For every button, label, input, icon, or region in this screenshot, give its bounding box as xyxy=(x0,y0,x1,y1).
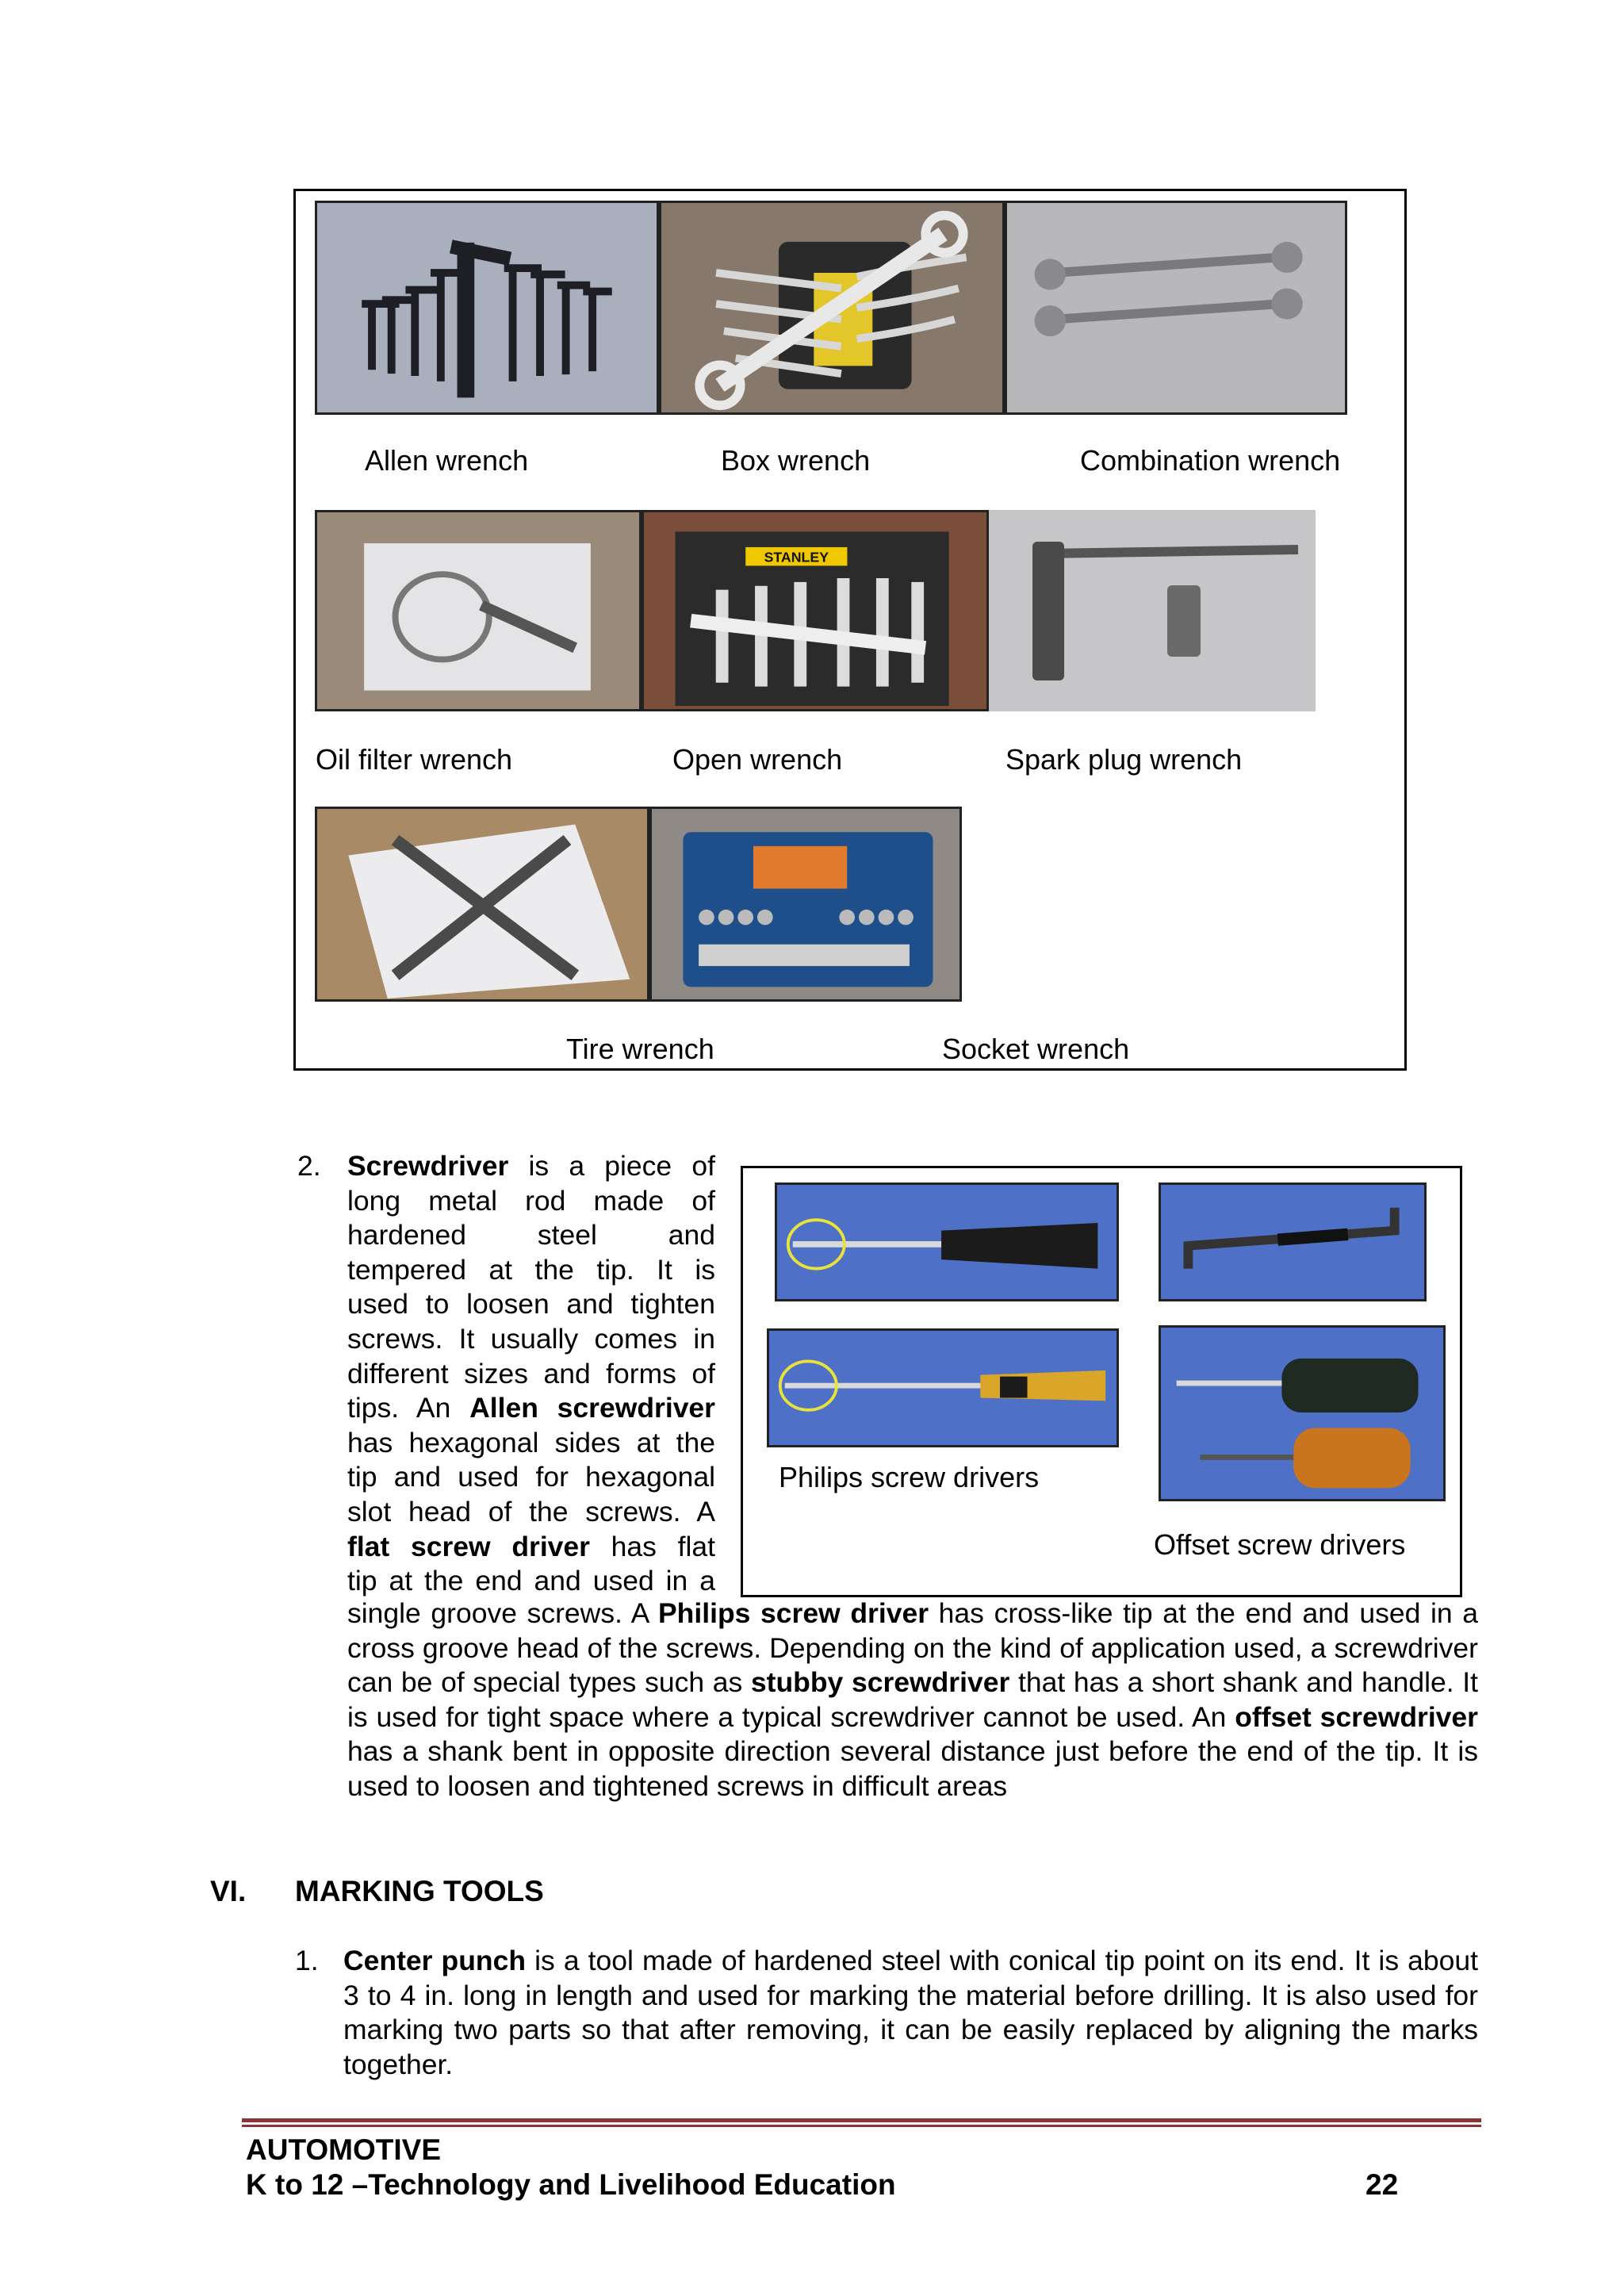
allen-wrench-photo xyxy=(315,201,659,415)
philips-screwdriver-photo-2 xyxy=(767,1328,1119,1447)
open-wrench-photo xyxy=(642,510,989,711)
text-line xyxy=(347,1530,715,1565)
caption-open-wrench: Open wrench xyxy=(672,743,843,776)
offset-screwdriver-photo-2 xyxy=(1159,1325,1446,1501)
caption-spark-plug-wrench: Spark plug wrench xyxy=(1005,743,1243,776)
text-span: that has a short shank and handle. It is used for tight space where a typical screwdriver cannot be used. An xyxy=(347,1666,1478,1733)
footer-course: K to 12 –Technology and Livelihood Education xyxy=(246,2168,896,2201)
text-span: has flat xyxy=(589,1530,715,1562)
section-numeral: VI. xyxy=(210,1875,247,1907)
caption-oil-filter-wrench: Oil filter wrench xyxy=(316,743,513,776)
text-line: tip at the end and used in a xyxy=(347,1565,715,1597)
term-offset-screwdriver: offset screwdriver xyxy=(1235,1700,1478,1733)
caption-box-wrench: Box wrench xyxy=(721,444,871,477)
text-line: hardened steel and xyxy=(347,1219,715,1251)
page-number: 22 xyxy=(1365,2168,1399,2201)
screwdriver-item-number: 2. xyxy=(297,1150,321,1182)
text-line: tip and used for hexagonal xyxy=(347,1461,715,1493)
caption-philips-screw-drivers: Philips screw drivers xyxy=(779,1461,1040,1493)
text-line xyxy=(347,1149,715,1184)
footer-subject: AUTOMOTIVE xyxy=(246,2133,441,2166)
term-stubby-screwdriver: stubby screwdriver xyxy=(750,1666,1010,1699)
text-line: different sizes and forms of xyxy=(347,1357,715,1389)
term-flat-screw-driver: flat screw driver xyxy=(347,1530,590,1562)
caption-socket-wrench: Socket wrench xyxy=(942,1033,1130,1065)
term-philips-screw-driver: Philips screw driver xyxy=(658,1597,929,1629)
caption-allen-wrench: Allen wrench xyxy=(365,444,529,477)
text-line: long metal rod made of xyxy=(347,1184,715,1217)
text-line: used to loosen and tighten xyxy=(347,1288,715,1320)
caption-tire-wrench: Tire wrench xyxy=(566,1033,714,1065)
section-title: MARKING TOOLS xyxy=(295,1875,544,1907)
term-allen-screwdriver: Allen screwdriver xyxy=(469,1392,715,1424)
spark-plug-wrench-photo xyxy=(989,510,1316,711)
center-punch-item-number: 1. xyxy=(295,1945,319,1976)
stanley-label: STANLEY xyxy=(764,549,829,565)
screwdriver-figure xyxy=(741,1166,1462,1597)
footer-rule-thin xyxy=(242,2125,1481,2127)
footer-rule xyxy=(242,2118,1481,2122)
term-center-punch: Center punch xyxy=(343,1945,527,1976)
text-line: has hexagonal sides at the xyxy=(347,1426,715,1458)
tire-wrench-photo xyxy=(315,807,649,1002)
text-span: has a shank bent in opposite direction several distance just before the end of the tip. It is used to loosen and tightened screws in difficult areas xyxy=(347,1735,1478,1802)
wrench-figure xyxy=(293,189,1407,1071)
text-span: single groove screws. A xyxy=(347,1597,658,1629)
screwdriver-narrow-text xyxy=(347,1149,715,1599)
text-span: is a piece of xyxy=(508,1150,715,1182)
box-wrench-photo xyxy=(659,201,1005,415)
text-line: tempered at the tip. It is xyxy=(347,1253,715,1286)
offset-screwdriver-photo-1 xyxy=(1159,1182,1427,1301)
oil-filter-wrench-photo xyxy=(315,510,642,711)
text-line: slot head of the screws. A xyxy=(347,1495,715,1527)
text-line xyxy=(347,1391,715,1426)
text-span: tips. An xyxy=(347,1392,470,1424)
caption-combination-wrench: Combination wrench xyxy=(1080,444,1341,477)
text-span: has cross-like tip at the end and used in a cross groove head of the screws. Depending on the kind of application used, a screwdriver can be of special types such as xyxy=(347,1597,1478,1699)
socket-wrench-photo xyxy=(649,807,962,1002)
caption-offset-screw-drivers: Offset screw drivers xyxy=(1154,1528,1406,1561)
text-line: screws. It usually comes in xyxy=(347,1322,715,1355)
combination-wrench-photo xyxy=(1005,201,1347,415)
term-screwdriver: Screwdriver xyxy=(347,1150,509,1182)
philips-screwdriver-photo-1 xyxy=(775,1182,1119,1301)
center-punch-text xyxy=(343,1944,1478,2082)
screwdriver-wide-text xyxy=(347,1596,1478,1804)
text-span: is a tool made of hardened steel with conical tip point on its end. It is about 3 to 4 in. long in length and used for marking the material before drilling. It is also used for marking two parts so that after removing, it can be easily replaced by aligning the marks together. xyxy=(343,1945,1478,2080)
